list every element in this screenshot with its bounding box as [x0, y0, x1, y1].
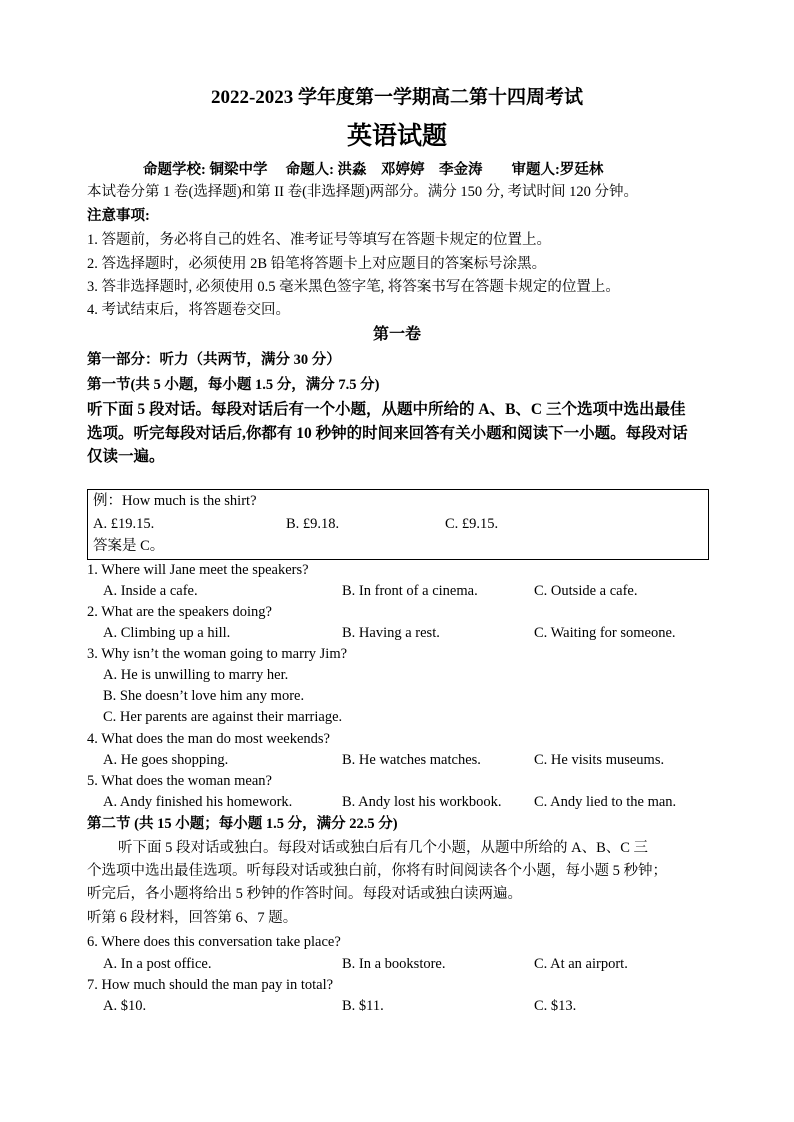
authors-line: 命题学校: 铜梁中学 命题人: 洪淼 邓婷婷 李金涛 审题人:罗廷林	[143, 162, 604, 178]
option-c: C. Her parents are against their marriage.	[103, 709, 343, 725]
section2-heading: 第二节 (共 15 小题；每小题 1.5 分，满分 22.5 分)	[87, 816, 398, 832]
exam-title: 2022-2023 学年度第一学期高二第十四周考试	[210, 87, 584, 108]
question-stem: 4. What does the man do most weekends?	[87, 731, 330, 747]
section2-instructions: 个选项中选出最佳选项。听每段对话或独白前，你将有时间阅读各个小题，每小题 5 秒钟；	[87, 863, 667, 879]
option-c: C. He visits museums.	[534, 752, 665, 768]
option-a: A. He is unwilling to marry her.	[103, 667, 289, 683]
example-answer: 答案是 C。	[93, 538, 165, 554]
option-c: C. At an airport.	[534, 956, 628, 972]
option-c: C. Outside a cafe.	[534, 583, 638, 599]
option-b: B. Having a rest.	[342, 625, 440, 641]
option-b: B. $11.	[342, 998, 384, 1014]
question-stem: 7. How much should the man pay in total?	[87, 977, 334, 993]
question-stem: 5. What does the woman mean?	[87, 773, 272, 789]
section1-instructions: 仅读一遍。	[87, 448, 165, 465]
note-item: 3. 答非选择题时, 必须使用 0.5 毫米黑色签字笔, 将答案书写在答题卡规定的位置上。	[87, 279, 620, 295]
option-a: A. In a post office.	[103, 956, 212, 972]
section2-instructions: 听完后，各小题将给出 5 秒钟的作答时间。每段对话或独白读两遍。	[87, 886, 522, 902]
example-question: 例：How much is the shirt?	[93, 493, 257, 509]
section2-instructions: 听下面 5 段对话或独白。每段对话或独白后有几个小题，从题中所给的 A、B、C 三	[118, 840, 649, 856]
example-option-a: A. £19.15.	[93, 516, 155, 532]
note-item: 1. 答题前，务必将自己的姓名、准考证号等填写在答题卡规定的位置上。	[87, 232, 551, 248]
option-b: B. In a bookstore.	[342, 956, 446, 972]
section1-instructions: 听下面 5 段对话。每段对话后有一个小题，从题中所给的 A、B、C 三个选项中选出最佳	[87, 401, 686, 418]
option-b: B. Andy lost his workbook.	[342, 794, 502, 810]
option-a: A. Andy finished his homework.	[103, 794, 293, 810]
option-a: A. He goes shopping.	[103, 752, 229, 768]
option-c: C. $13.	[534, 998, 577, 1014]
question-stem: 6. Where does this conversation take place?	[87, 934, 341, 950]
notes-heading: 注意事项:	[87, 208, 150, 224]
material-instruction: 听第 6 段材料，回答第 6、7 题。	[87, 910, 298, 926]
section1-heading: 第一节(共 5 小题，每小题 1.5 分，满分 7.5 分)	[87, 377, 380, 393]
example-option-b: B. £9.18.	[286, 516, 340, 532]
option-b: B. In front of a cinema.	[342, 583, 478, 599]
question-stem: 3. Why isn’t the woman going to marry Jim?	[87, 646, 348, 662]
note-item: 4. 考试结束后，将答题卷交回。	[87, 302, 290, 318]
option-a: A. Climbing up a hill.	[103, 625, 231, 641]
option-a: A. $10.	[103, 998, 147, 1014]
part1-heading: 第一部分：听力（共两节，满分 30 分）	[87, 352, 341, 368]
option-b: B. He watches matches.	[342, 752, 481, 768]
option-c: C. Andy lied to the man.	[534, 794, 677, 810]
exam-subtitle: 英语试题	[346, 123, 447, 150]
intro-text: 本试卷分第 1 卷(选择题)和第 II 卷(非选择题)两部分。满分 150 分, 考试时间 120 分钟。	[87, 184, 638, 200]
example-option-c: C. £9.15.	[445, 516, 499, 532]
question-stem: 1. Where will Jane meet the speakers?	[87, 562, 309, 578]
volume-title: 第一卷	[372, 326, 421, 343]
option-c: C. Waiting for someone.	[534, 625, 676, 641]
note-item: 2. 答选择题时，必须使用 2B 铅笔将答题卡上对应题目的答案标号涂黑。	[87, 256, 547, 272]
question-stem: 2. What are the speakers doing?	[87, 604, 272, 620]
section1-instructions: 选项。听完每段对话后,你都有 10 秒钟的时间来回答有关小题和阅读下一小题。每段对话	[87, 425, 688, 442]
option-a: A. Inside a cafe.	[103, 583, 198, 599]
option-b: B. She doesn’t love him any more.	[103, 688, 305, 704]
